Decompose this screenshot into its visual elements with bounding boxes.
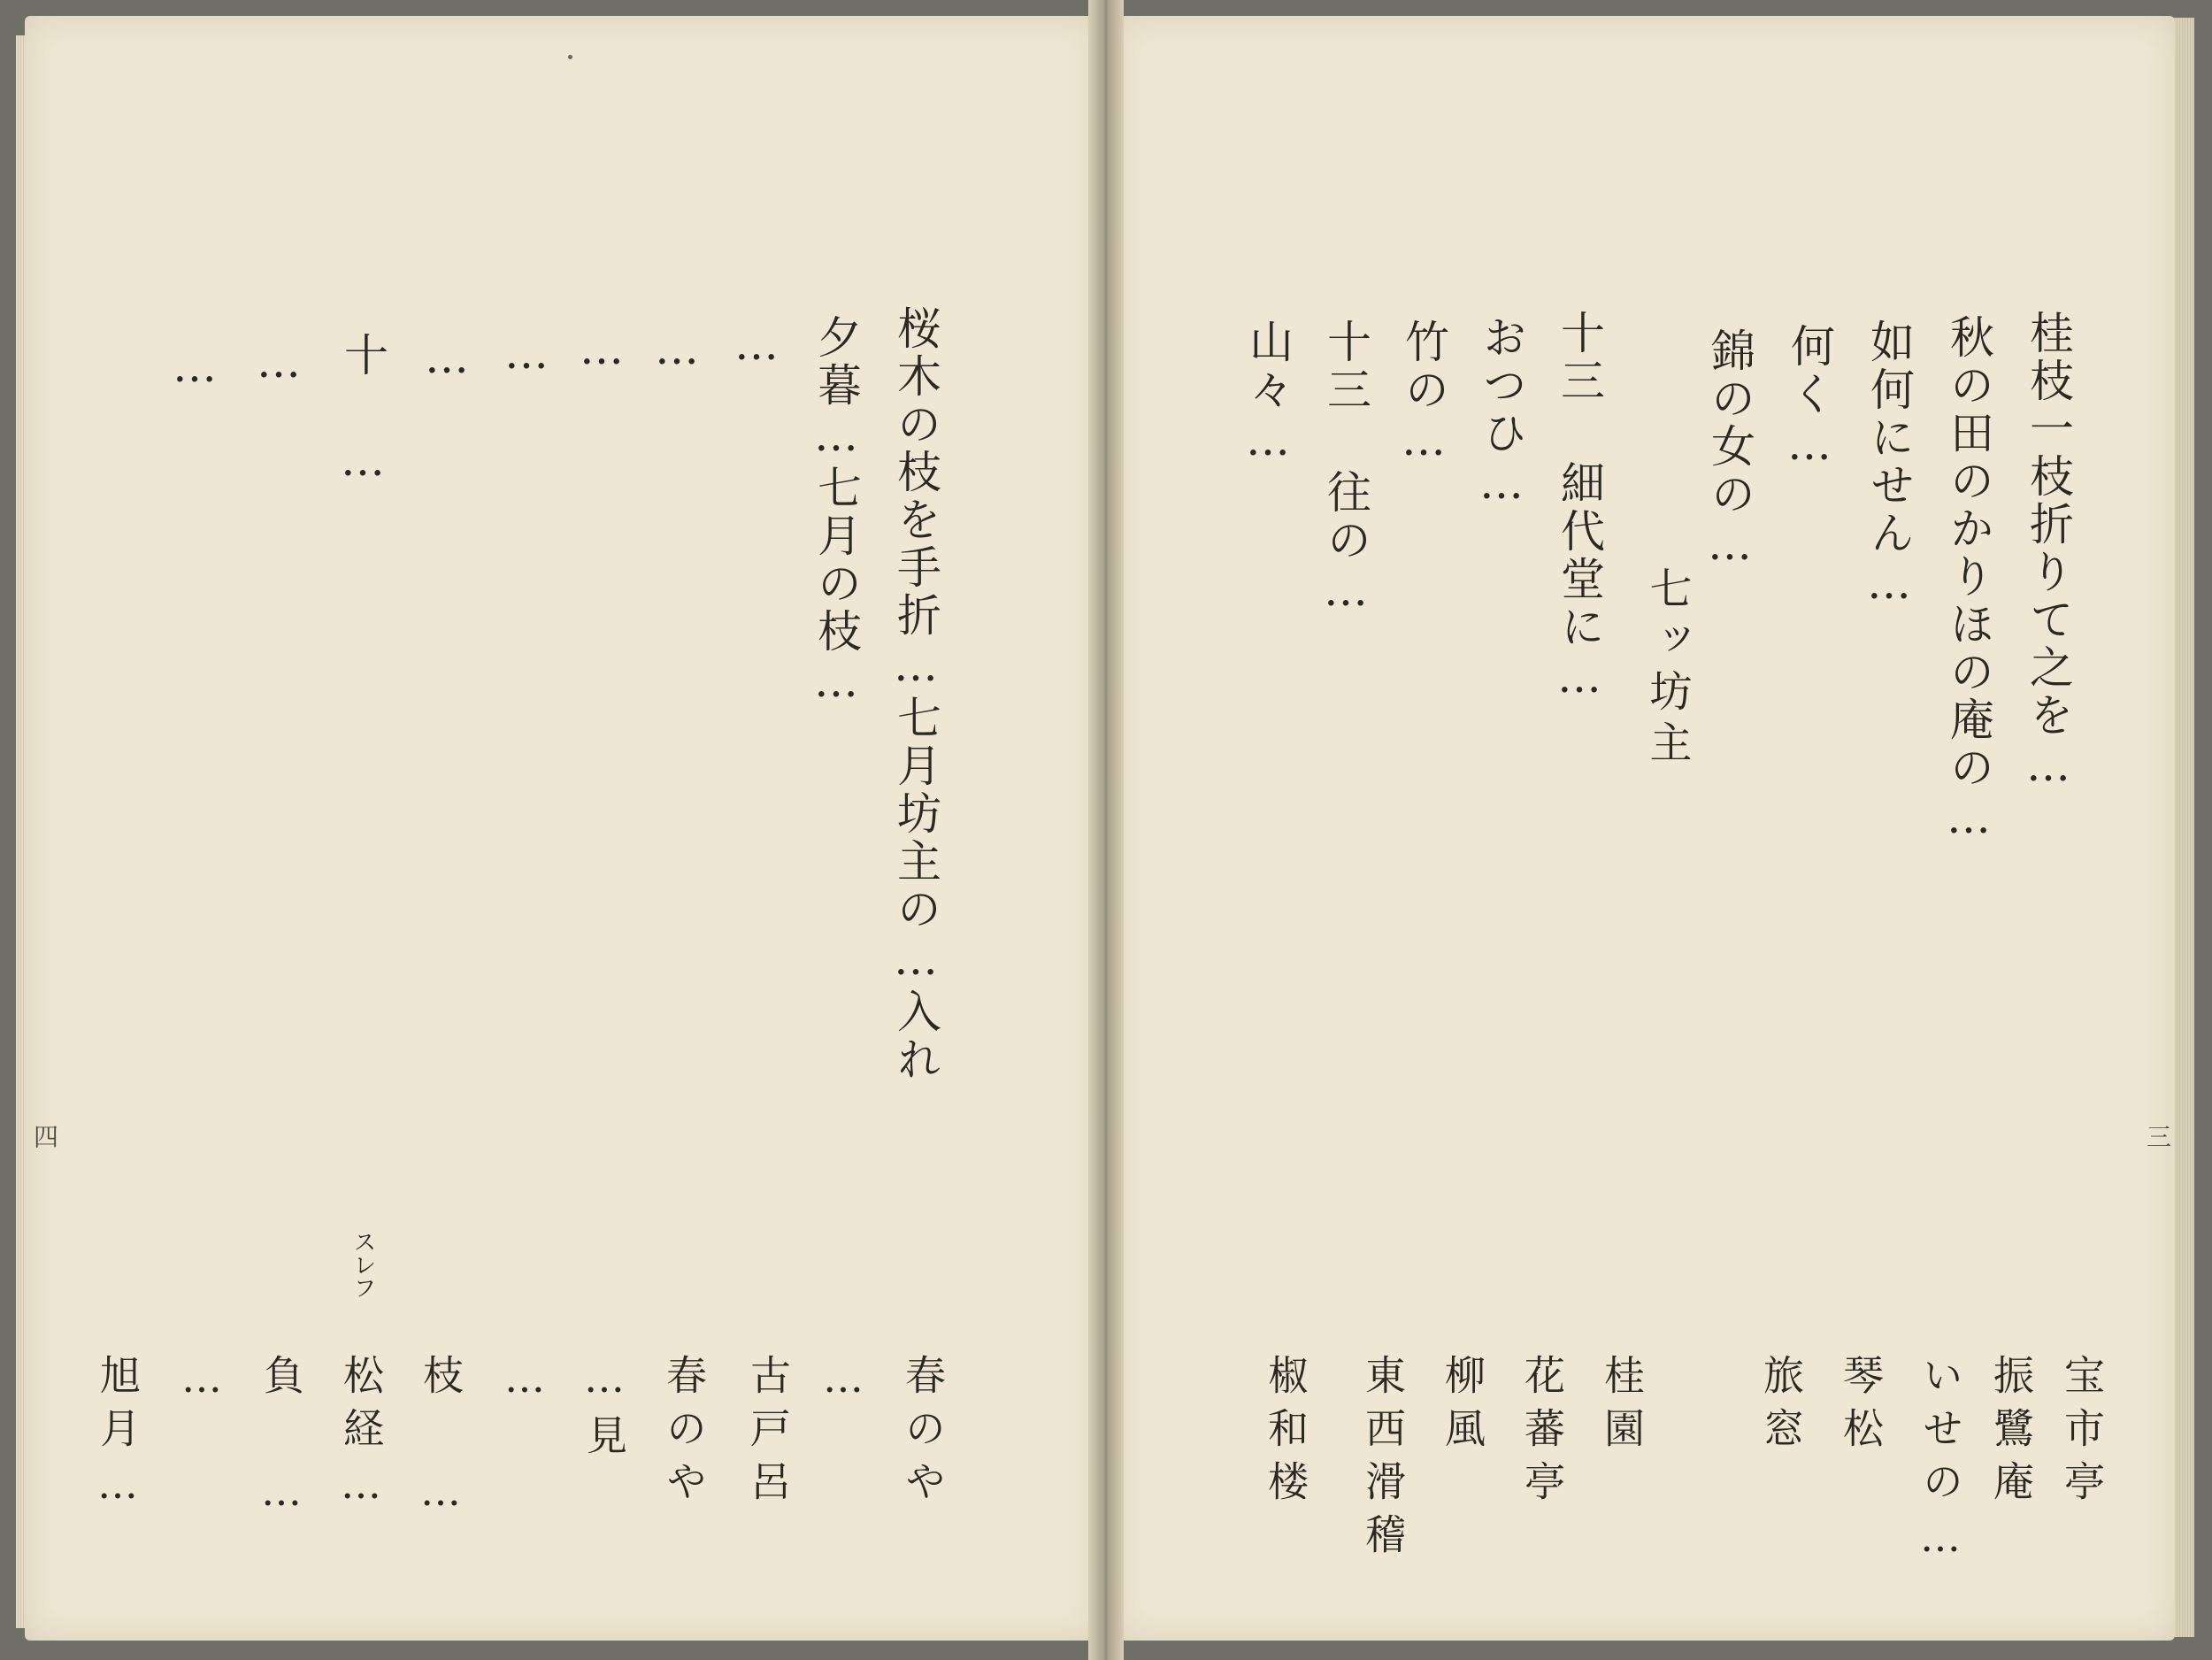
- right-author-1: 宝市亭: [2058, 1354, 2106, 1513]
- marginal-annotation: スレフ: [349, 1230, 376, 1299]
- right-author-10: 椒和楼: [1262, 1354, 1310, 1513]
- left-author-4: 春のや: [660, 1354, 708, 1513]
- section-heading: 七ッ坊主: [1642, 566, 1692, 772]
- left-author-3: 古戸呂: [744, 1354, 792, 1513]
- right-prose-column-5: 山々…: [1242, 319, 1294, 469]
- left-prose-column-6: …: [501, 327, 552, 382]
- left-prose-column-1: 桜木の枝を手折…七月坊主の…入れ: [890, 305, 941, 1084]
- right-author-7: 花蕃亭: [1518, 1354, 1566, 1513]
- right-prose-column-2: おつひ…: [1476, 314, 1527, 512]
- right-poem-column-2: 秋の田のかりほの庵の…: [1943, 314, 1994, 847]
- right-prose-column-3: 竹の…: [1398, 319, 1449, 469]
- right-poem-column-4: 何く…: [1784, 323, 1835, 473]
- left-author-9: 負 …: [257, 1354, 305, 1527]
- left-author-10: …: [178, 1354, 226, 1414]
- right-author-3: いせの…: [1916, 1354, 1964, 1573]
- page-mark: [568, 55, 572, 59]
- left-author-2: …: [819, 1354, 867, 1414]
- right-page-number: 三: [2143, 1124, 2172, 1149]
- book-gutter: [1088, 0, 1124, 1660]
- left-prose-column-10: …: [169, 341, 220, 396]
- right-prose-column-1: 十三 細代堂に…: [1554, 310, 1605, 706]
- left-prose-column-2: 夕暮…七月の枝…: [810, 314, 862, 711]
- left-prose-column-5: …: [576, 323, 627, 378]
- left-prose-column-7: …: [421, 332, 472, 387]
- right-prose-column-4: 十三 往の…: [1320, 319, 1371, 619]
- left-author-5: …見: [580, 1354, 628, 1467]
- left-prose-column-8: 十 …: [337, 332, 388, 489]
- left-prose-column-3: …: [731, 319, 782, 373]
- right-author-8: 柳風: [1439, 1354, 1486, 1460]
- right-author-9: 東西滑稽: [1359, 1354, 1407, 1566]
- right-author-2: 振鷺庵: [1987, 1354, 2035, 1513]
- right-author-5: 旅窓: [1757, 1354, 1805, 1460]
- right-author-4: 琴松: [1837, 1354, 1885, 1460]
- left-prose-column-9: …: [253, 336, 304, 391]
- right-poem-column-5: 錦の女の…: [1704, 327, 1755, 573]
- left-author-7: 枝 …: [417, 1354, 465, 1527]
- left-author-8: 松経…: [337, 1354, 385, 1520]
- left-author-6: …: [501, 1354, 549, 1414]
- left-page-number: 四: [30, 1124, 59, 1149]
- left-author-1: 春のや: [899, 1354, 947, 1513]
- right-author-6: 桂園: [1598, 1354, 1646, 1460]
- left-author-11: 旭月…: [94, 1354, 142, 1520]
- left-prose-column-4: …: [651, 323, 703, 378]
- right-poem-column-3: 如何にせん…: [1863, 319, 1915, 612]
- right-poem-column-1: 桂枝一枝折りて之を…: [2023, 310, 2074, 795]
